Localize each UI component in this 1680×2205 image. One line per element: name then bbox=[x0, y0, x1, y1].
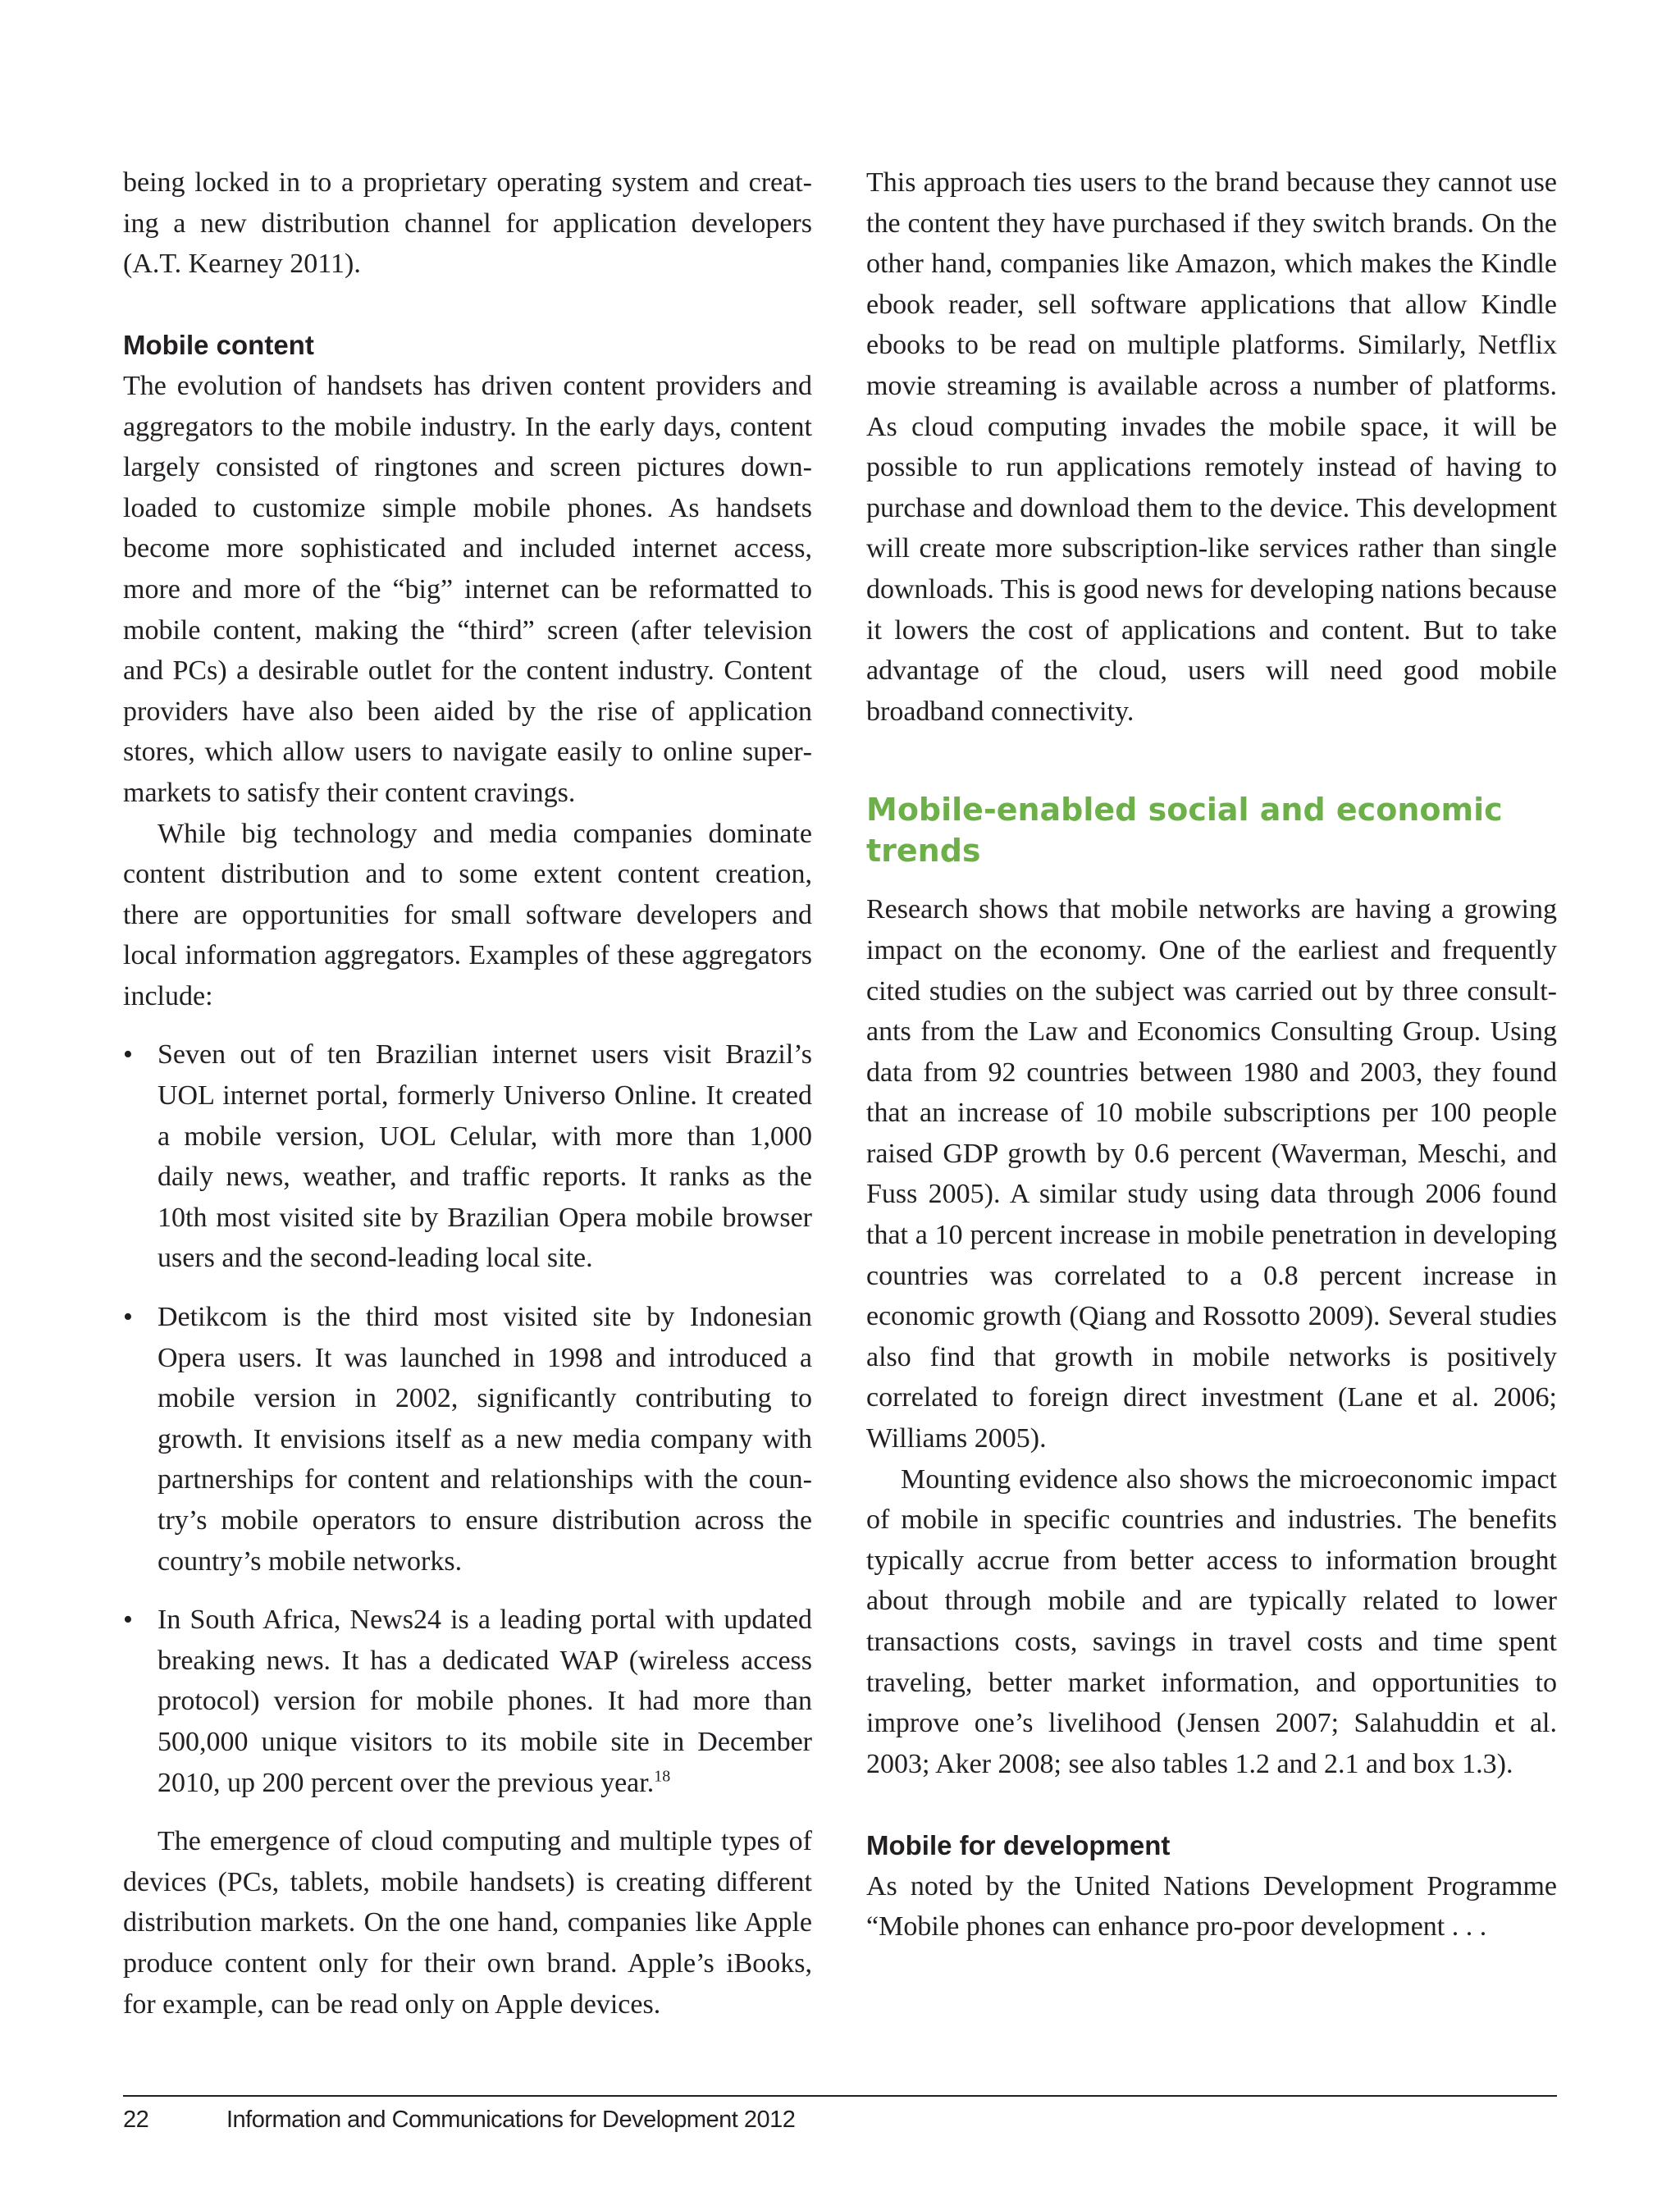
aggregator-examples-list bbox=[123, 1034, 812, 1803]
paragraph-while: While big technology and media companies dominate content distribution and to some extent content creation, there are opportunities for small software developers and local information aggregators. Examples of these aggregators include: bbox=[123, 818, 812, 1011]
list-item-text: In South Africa, News24 is a leading portal with updated breaking news. It has a dedicated WAP (wireless access protocol) version for mobile phones. It had more than 500,000 unique visitors to its mobile site in December 2010, up 200 percent over the previous year. bbox=[158, 1605, 812, 1798]
page-number: 22 bbox=[123, 2107, 149, 2133]
list-item-text: Detikcom is the third most visited site by Indonesian Opera users. It was launched in 1998 and introduced a mobile version in 2002, significantly contributing to growth. It envisions itself as a new media company with partnerships for content and relationships with the country’s mobile operators to ensure distribution across the country’s mobile networks. bbox=[158, 1302, 812, 1577]
bullet-icon: • bbox=[123, 1039, 133, 1071]
list-item-text: Seven out of ten Brazilian internet users visit Brazil’s UOL internet portal, formerly Universo Online. It created a mobile version, UOL Celular, with more than 1,000 daily news, weather, and traffic reports. It ranks as the 10th most visited site by Brazilian Opera mobile browser users and the second-leading local site. bbox=[158, 1039, 812, 1274]
right-column bbox=[866, 162, 1557, 1947]
section-heading: Mobile-enabled social and economic trends bbox=[866, 792, 1503, 870]
footnote-marker: 18 bbox=[654, 1767, 671, 1786]
publication-title: Information and Communications for Development 2012 bbox=[226, 2107, 796, 2133]
mobile-content-heading: Mobile content bbox=[123, 330, 314, 361]
bullet-icon: • bbox=[123, 1302, 133, 1333]
list-item bbox=[123, 1297, 812, 1582]
list-item bbox=[123, 1600, 812, 1803]
paragraph-evolution: The evolution of handsets has driven content providers and aggregators to the mobile industry. In the early days, content largely consisted of ringtones and screen pictures downloaded to customize simple mobile phones. As handsets become more sophisticated and included internet access, more and more of the “big” internet can be reformatted to mobile content, making the “third” screen (after television and PCs) a desirable outlet for the content industry. Content providers have also been aided by the rise of application stores, which allow users to navigate easily to online supermarkets to satisfy their content cravings. bbox=[123, 370, 812, 808]
left-column bbox=[123, 162, 812, 2025]
paragraph-undp: As noted by the United Nations Development Programme “Mobile phones can enhance pro-poor development . . . bbox=[866, 1870, 1557, 1942]
paragraph-mounting: Mounting evidence also shows the microeconomic impact of mobile in specific countries and industries. The benefits typically accrue from better access to information brought about through mobile and are typically related to lower transactions costs, savings in travel costs and time spent traveling, better market information, and opportunities to improve one’s livelihood (Jensen 2007; Salahuddin et al. 2003; Aker 2008; see also tables 1.2 and 2.1 and box 1.3). bbox=[866, 1463, 1557, 1779]
paragraph-intro: being locked in to a proprietary operating system and creating a new distribution channel for application developers (A.T. Kearney 2011). bbox=[123, 167, 812, 280]
footer-divider bbox=[123, 2095, 1557, 2097]
page-footer bbox=[123, 2107, 795, 2134]
bullet-icon: • bbox=[123, 1605, 133, 1636]
paragraph-emergence: The emergence of cloud computing and multiple types of devices (PCs, tablets, mobile handsets) is creating different distribution markets. On the one hand, companies like Apple produce content only for their own brand. Apple’s iBooks, for example, can be read only on Apple devices. bbox=[123, 1826, 812, 2020]
mobile-development-heading: Mobile for development bbox=[866, 1829, 1171, 1860]
list-item bbox=[123, 1034, 812, 1279]
paragraph-research: Research shows that mobile networks are having a growing impact on the economy. One of the earliest and frequently cited studies on the subject was carried out by three consultants from the Law and Economics Consulting Group. Using data from 92 countries between 1980 and 2003, they found that an increase of 10 mobile subscriptions per 100 people raised GDP growth by 0.6 percent (Waverman, Meschi, and Fuss 2005). A similar study using data through 2006 found that a 10 percent increase in mobile penetration in developing countries was correlated to a 0.8 percent increase in economic growth (Qiang and Rossotto 2009). Several studies also find that growth in mobile networks is positively correlated to foreign direct investment (Lane et al. 2006; Williams 2005). bbox=[866, 894, 1557, 1454]
paragraph-approach: This approach ties users to the brand because they cannot use the content they have purchased if they switch brands. On the other hand, companies like Amazon, which makes the Kindle ebook reader, sell software applications that allow Kindle ebooks to be read on multiple platforms. Similarly, Netflix movie streaming is available across a number of platforms. As cloud computing invades the mobile space, it will be possible to run applications remotely instead of having to purchase and download them to the device. This development will create more subscription-like services rather than single downloads. This is good news for developing nations because it lowers the cost of applications and content. But to take advantage of the cloud, users will need good mobile broadband connectivity. bbox=[866, 167, 1557, 727]
